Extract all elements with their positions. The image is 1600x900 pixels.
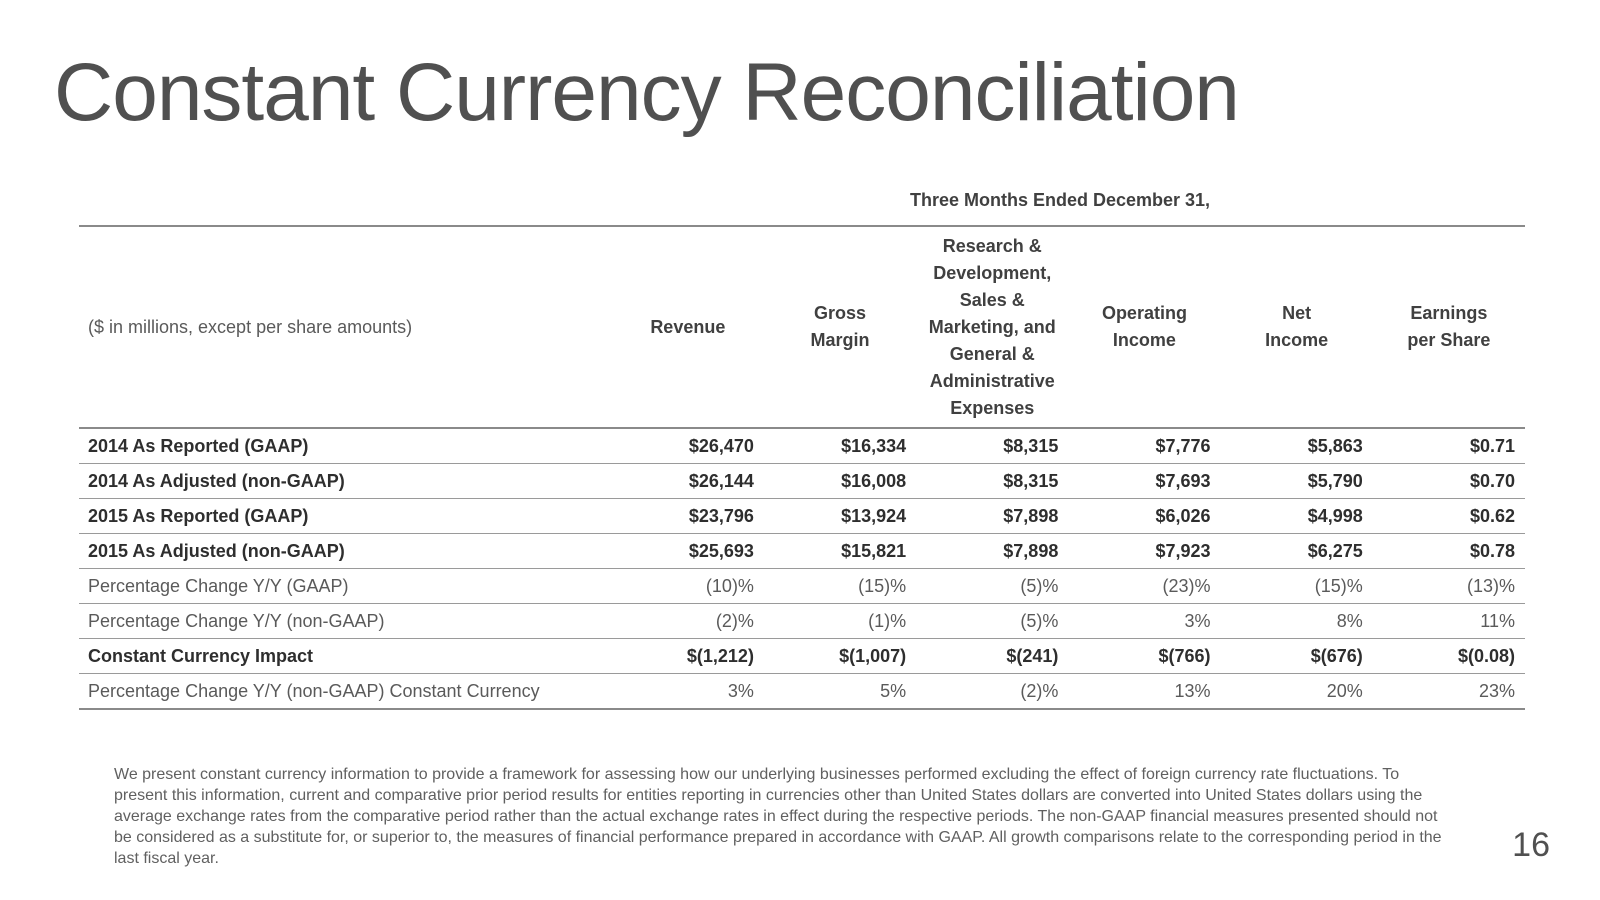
table-cell: $6,026: [1068, 499, 1220, 534]
table-cell: (5)%: [916, 604, 1068, 639]
column-header-line: Gross: [814, 303, 867, 323]
column-header: [1068, 226, 1220, 428]
column-header-line: Earnings: [1410, 303, 1488, 323]
table-cell: $(0.08): [1373, 639, 1525, 674]
table-cell: 3%: [612, 674, 764, 710]
column-header-line: General &: [949, 343, 1035, 364]
table-cell: (13)%: [1373, 569, 1525, 604]
footnote: We present constant currency information to provide a framework for assessing how our underlying businesses performed excluding the effect of foreign currency rate fluctuations. To present this information, current and comparative prior period results for entities reporting in currencies other than United States dollars are converted into United States dollars using the average exchange rates from the comparative period rather than the actual exchange rates in effect during the respective periods. The non-GAAP financial measures presented should not be considered as a substitute for, or superior to, the measures of financial performance prepared in accordance with GAAP. All growth comparisons relate to the corresponding period in the last fiscal year.: [114, 766, 1442, 867]
row-label: 2014 As Reported (GAAP): [79, 428, 612, 464]
table-cell: $5,863: [1221, 428, 1373, 464]
table-cell: $(1,007): [764, 639, 916, 674]
table-cell: (2)%: [916, 674, 1068, 710]
table-cell: $7,898: [916, 534, 1068, 569]
column-header-line: Revenue: [650, 316, 726, 337]
table-cell: $0.62: [1373, 499, 1525, 534]
table-cell: 5%: [764, 674, 916, 710]
table-cell: 23%: [1373, 674, 1525, 710]
page-number: 16: [1512, 826, 1550, 864]
row-label: Percentage Change Y/Y (GAAP): [79, 569, 612, 604]
table-cell: 20%: [1221, 674, 1373, 710]
table-cell: $13,924: [764, 499, 916, 534]
column-header-line: Margin: [810, 330, 870, 350]
table-cell: 8%: [1221, 604, 1373, 639]
column-header: [612, 226, 764, 428]
table-cell: (15)%: [764, 569, 916, 604]
row-label: Constant Currency Impact: [79, 639, 612, 674]
table-cell: $(676): [1221, 639, 1373, 674]
table-cell: $7,923: [1068, 534, 1220, 569]
page-title: Constant Currency Reconciliation: [54, 47, 1239, 138]
column-header-line: Development,: [933, 262, 1052, 283]
reconciliation-table: [79, 225, 1525, 710]
period-header: Three Months Ended December 31,: [909, 190, 1211, 210]
table-row: [79, 639, 1525, 674]
table-cell: $0.78: [1373, 534, 1525, 569]
table-cell: (2)%: [612, 604, 764, 639]
table-cell: $0.71: [1373, 428, 1525, 464]
table-cell: $16,334: [764, 428, 916, 464]
column-header-line: Net: [1282, 303, 1312, 323]
column-header-line: Income: [1265, 330, 1329, 350]
table-row: [79, 499, 1525, 534]
column-header: [1221, 226, 1373, 428]
table-cell: $(241): [916, 639, 1068, 674]
table-cell: $7,693: [1068, 464, 1220, 499]
row-label: Percentage Change Y/Y (non-GAAP) Constant Currency: [79, 674, 612, 710]
column-header: [916, 226, 1068, 428]
table-cell: $26,144: [612, 464, 764, 499]
table-cell: $4,998: [1221, 499, 1373, 534]
table-cell: $6,275: [1221, 534, 1373, 569]
column-header-line: Sales &: [959, 289, 1025, 310]
table-cell: (1)%: [764, 604, 916, 639]
column-header: [1373, 226, 1525, 428]
table-row: [79, 569, 1525, 604]
row-label: 2014 As Adjusted (non-GAAP): [79, 464, 612, 499]
table-cell: (5)%: [916, 569, 1068, 604]
table-cell: (15)%: [1221, 569, 1373, 604]
table-cell: $8,315: [916, 428, 1068, 464]
column-header-line: Income: [1112, 330, 1176, 350]
table-header-row: [79, 226, 1525, 428]
table-cell: $7,776: [1068, 428, 1220, 464]
column-header: [764, 226, 916, 428]
column-header-line: Marketing, and: [928, 316, 1056, 337]
table-cell: $25,693: [612, 534, 764, 569]
table-cell: $(766): [1068, 639, 1220, 674]
units-label: ($ in millions, except per share amounts): [88, 316, 413, 337]
table-cell: 11%: [1373, 604, 1525, 639]
table-cell: $8,315: [916, 464, 1068, 499]
table-row: [79, 604, 1525, 639]
column-header-line: Expenses: [950, 397, 1035, 418]
column-header-line: Operating: [1101, 303, 1187, 323]
table-cell: (10)%: [612, 569, 764, 604]
row-label: Percentage Change Y/Y (non-GAAP): [79, 604, 612, 639]
table-cell: $23,796: [612, 499, 764, 534]
row-label: 2015 As Adjusted (non-GAAP): [79, 534, 612, 569]
table-row: [79, 674, 1525, 710]
table-row: [79, 428, 1525, 464]
table-cell: $5,790: [1221, 464, 1373, 499]
column-header-line: Administrative: [929, 370, 1055, 391]
column-header-line: per Share: [1407, 330, 1491, 350]
table-cell: (23)%: [1068, 569, 1220, 604]
table-cell: 3%: [1068, 604, 1220, 639]
table-cell: $15,821: [764, 534, 916, 569]
table-cell: $(1,212): [612, 639, 764, 674]
row-label: 2015 As Reported (GAAP): [79, 499, 612, 534]
table-row: [79, 534, 1525, 569]
table-cell: $16,008: [764, 464, 916, 499]
table-cell: 13%: [1068, 674, 1220, 710]
table-cell: $0.70: [1373, 464, 1525, 499]
table-row: [79, 464, 1525, 499]
table-cell: $7,898: [916, 499, 1068, 534]
table-cell: $26,470: [612, 428, 764, 464]
column-header-line: Research &: [942, 235, 1042, 256]
